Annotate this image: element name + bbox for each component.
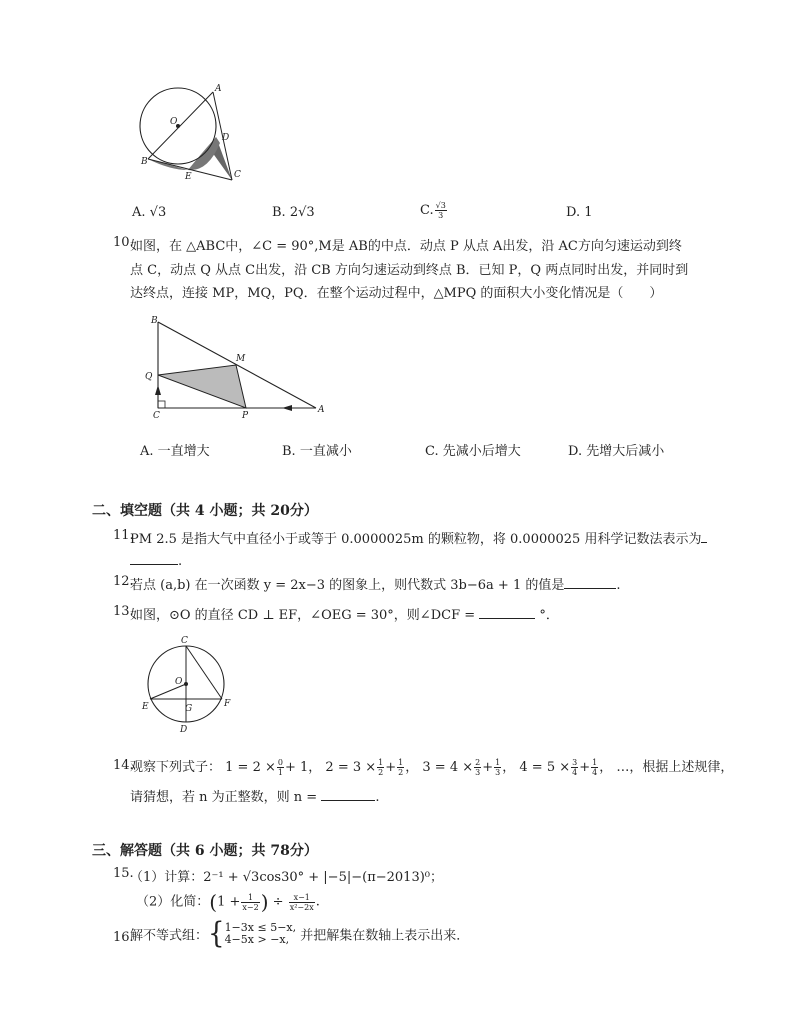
q9-label-d: D — [222, 133, 230, 143]
q13-label-e: E — [142, 702, 149, 712]
q9-label-e: E — [185, 172, 192, 182]
q16-brace: { — [208, 917, 225, 951]
q14-tail: …，根据上述规律， — [616, 760, 734, 775]
q13-figure — [140, 632, 240, 737]
q10-label-m: M — [236, 354, 246, 364]
q11-number: 11. — [113, 528, 134, 543]
q14-number: 14. — [113, 758, 134, 773]
option-value: √3 — [149, 205, 167, 220]
q15-fraction-2: $\frac{x-1}{\text{x²−2x}}$ — [289, 892, 314, 912]
q10-figure — [140, 312, 340, 422]
option-value: 2√3 — [289, 205, 315, 220]
q13-label-g: G — [185, 704, 193, 714]
q12-number: 12. — [113, 574, 134, 589]
option-key: C. — [420, 203, 434, 218]
q15-part-2: （2）化简：(1 + $\frac{1}{x-2}$ ) ÷ $\frac{x-1}{\text{x²−2x}}$ . — [136, 890, 320, 914]
q9-figure — [130, 80, 250, 185]
q15-number: 15. — [113, 866, 134, 881]
q12-line — [130, 574, 621, 593]
q14-eq-2: 2 = 3 × $\frac{1}{2}$ + $\frac{1}{2}$ ， — [325, 758, 419, 777]
q15-part2-lead: （2）化简： — [136, 894, 210, 910]
q14-eq-3: 3 = 4 × $\frac{2}{3}$ + $\frac{1}{3}$ ， — [422, 758, 516, 777]
q14-eq-1: 1 = 2 × $\frac{0}{1}$ + 1， — [225, 758, 322, 777]
q9-option-c — [420, 201, 448, 220]
q9-label-b: B — [141, 157, 148, 167]
q14-text: 请猜想，若 n 为正整数，则 n = — [130, 790, 318, 805]
q16-tail: 并把解集在数轴上表示出来． — [300, 928, 470, 944]
option-key: A. — [132, 205, 146, 220]
q12-text: 若点 (a,b) 在一次函数 y = 2x−3 的图象上，则代数式 3b−6a + 1 的值是 — [130, 578, 565, 593]
q10-shaded-triangle — [158, 365, 246, 408]
q9-label-a: A — [215, 84, 222, 94]
q11-blank — [130, 552, 178, 565]
q9-option-d — [566, 205, 593, 220]
section-3-title: 三、解答题（共 6 小题；共 78分） — [92, 843, 318, 859]
q10-option-b: B. 一直减小 — [282, 444, 352, 459]
q13-end: °． — [539, 608, 559, 623]
q13-label-c: C — [181, 636, 188, 646]
q9-label-o: O — [170, 117, 178, 127]
q10-number: 10. — [113, 235, 134, 250]
q10-label-p: P — [242, 411, 249, 421]
q11-line-1 — [130, 528, 707, 547]
q9-option-b — [272, 205, 315, 220]
q14-blank — [321, 788, 375, 801]
q10-line-1: 如图，在 △ABC中，∠C = 90°,M是 AB的中点．动点 P 从点 A出发，沿 AC方向匀速运动到终 — [130, 239, 682, 254]
q16-number: 16. — [113, 930, 134, 945]
q10-line-2: 点 C，动点 Q 从点 C出发，沿 CB 方向匀速运动到终点 B．已知 P，Q 两点同时出发，并同时到 — [130, 263, 689, 278]
q14-eq-4: 4 = 5 × $\frac{3}{4}$ + $\frac{1}{4}$ ， — [519, 758, 613, 777]
q10-line-3: 达终点，连接 MP，MQ，PQ．在整个运动过程中，△MPQ 的面积大小变化情况是（ ） — [130, 286, 663, 301]
q10-label-q: Q — [145, 372, 153, 382]
q16-system: 1−3x ≤ 5−x, 4−5x > −x, — [224, 921, 297, 946]
q13-blank — [479, 606, 535, 619]
option-fraction: $\frac{√3}{3}$ — [435, 201, 446, 220]
q13-number: 13. — [113, 604, 134, 619]
q11-end: . — [178, 554, 183, 569]
q14-line-2 — [130, 786, 379, 805]
section-2-title: 二、填空题（共 4 小题；共 20分） — [92, 503, 318, 519]
q9-option-a — [132, 205, 166, 220]
option-key: B. — [272, 205, 286, 220]
q15-fraction-1: $\frac{1}{x-2}$ — [242, 892, 259, 912]
q10-option-a: A. 一直增大 — [140, 444, 210, 459]
option-key: D. — [566, 205, 581, 220]
q9-shaded-segment — [148, 137, 220, 170]
q13-text: 如图，⊙O 的直径 CD ⊥ EF，∠OEG = 30°，则∠DCF = — [130, 608, 476, 623]
q15-part-1: （1）计算：2⁻¹ + √3cos30° + |−5|−(π−2013)⁰； — [130, 870, 443, 885]
q13-label-f: F — [224, 699, 231, 709]
q13-label-d: D — [180, 725, 188, 735]
q14-end: . — [375, 790, 380, 805]
q10-option-d: D. 先增大后减小 — [568, 444, 665, 459]
q10-label-c: C — [153, 411, 160, 421]
q16-lead: 解不等式组： — [130, 928, 209, 944]
q11-blank-start — [701, 530, 707, 543]
q13-line — [130, 604, 559, 623]
q16-line — [130, 917, 470, 951]
q14-line-1 — [130, 756, 733, 777]
q11-text: PM 2.5 是指大气中直径小于或等于 0.0000025m 的颗粒物，将 0.0000025 用科学记数法表示为 — [130, 532, 702, 547]
q12-end: . — [616, 578, 621, 593]
q14-lead: 观察下列式子： — [130, 760, 222, 775]
option-value: 1 — [584, 205, 593, 220]
q12-blank — [564, 576, 616, 589]
q10-label-a: A — [318, 405, 325, 415]
q11-line-2 — [130, 552, 182, 569]
q13-label-o: O — [175, 677, 183, 687]
q10-option-c: C. 先减小后增大 — [425, 444, 521, 459]
q10-label-b: B — [151, 316, 158, 326]
q9-label-c: C — [234, 170, 241, 180]
